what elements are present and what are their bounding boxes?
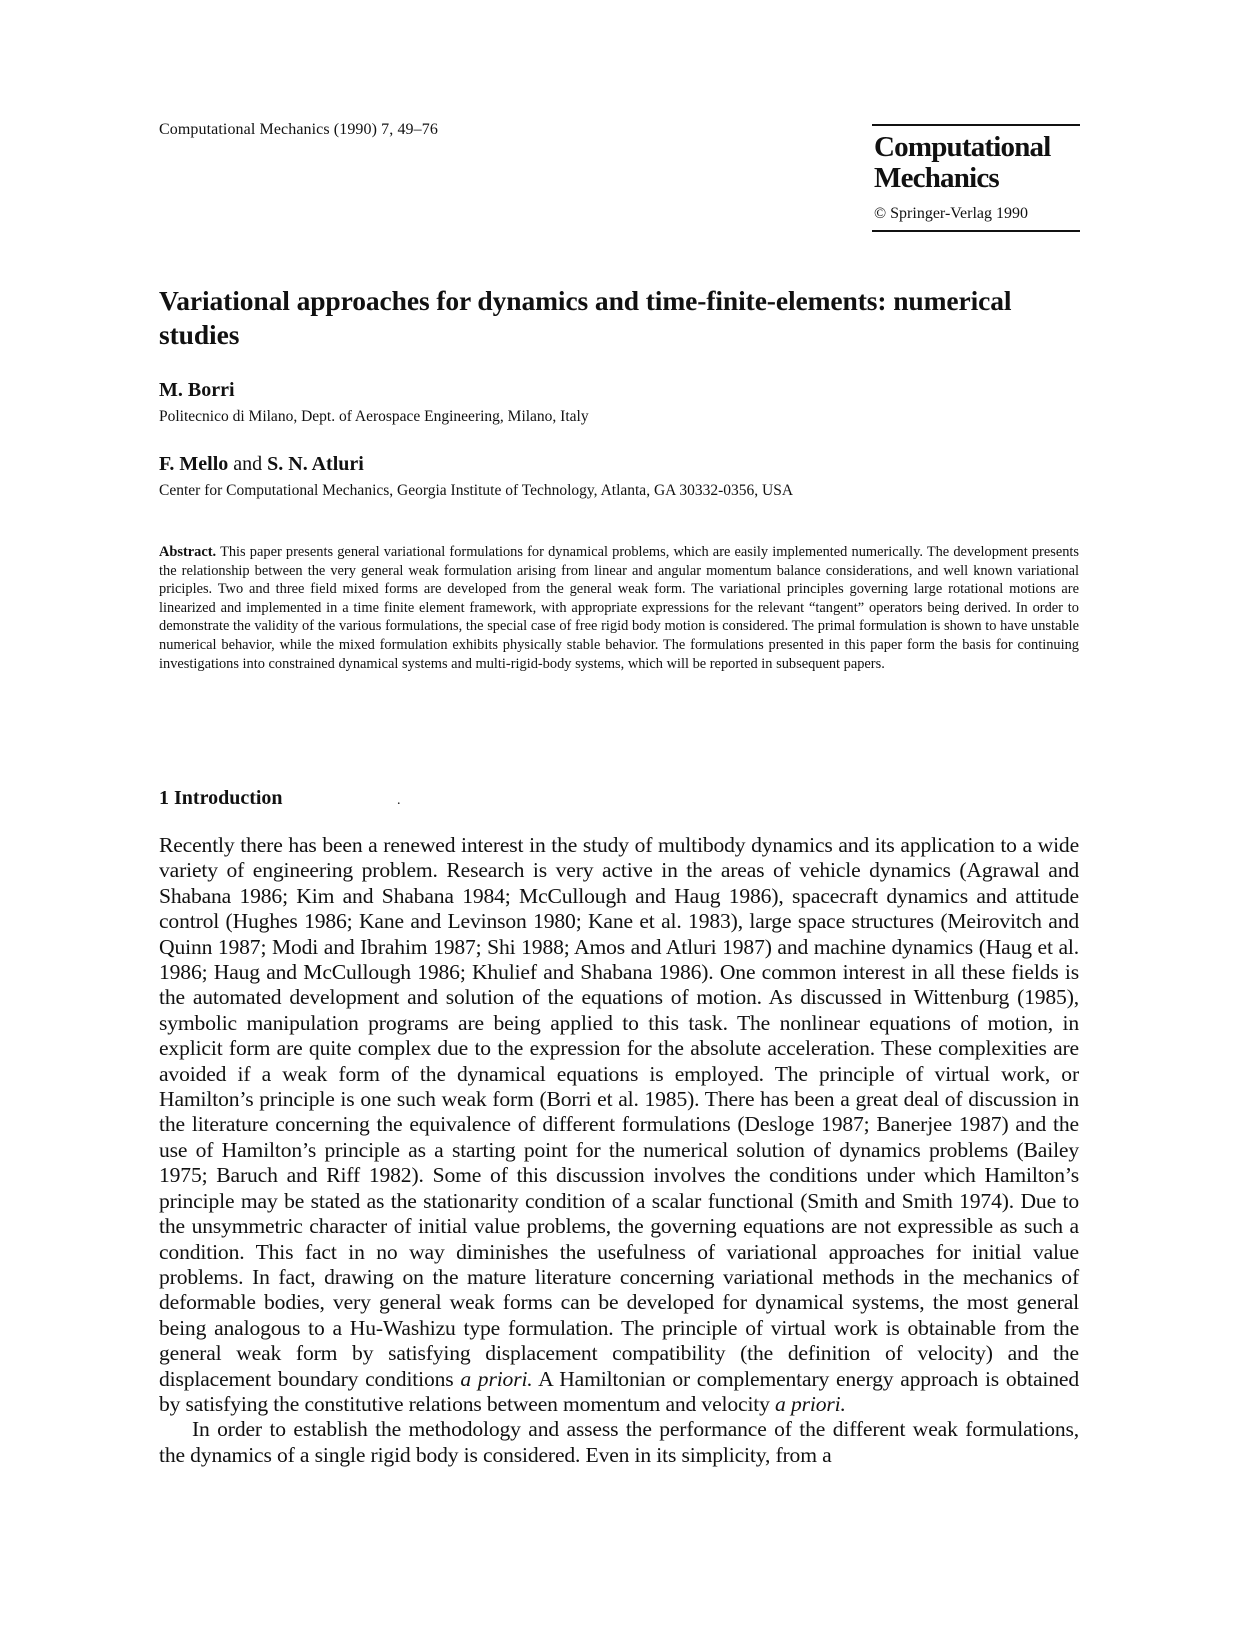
paragraph-1-text-a: Recently there has been a renewed interest in the study of multibody dynamics and its application to a wide variety of engineering problem. Research is very active in the areas of vehicle dynamics (Agrawal and Shabana 1986; Kim and Shabana 1984; McCullough and Haug 1986), spacecraft dynamics and attitude control (Hughes 1986; Kane and Levinson 1980; Kane et al. 1983), large space structures (Meirovitch and Quinn 1987; Modi and Ibrahim 1987; Shi 1988; Amos and Atluri 1987) and machine dynamics (Haug et al. 1986; Haug and McCullough 1986; Khulief and Shabana 1986). One common interest in all these fields is the automated development and solution of the equations of motion. As discussed in Wittenburg (1985), symbolic manipulation programs are being applied to this task. The nonlinear equations of motion, in explicit form are quite complex due to the expression for the absolute acceleration. These complexities are avoided if a weak form of the dynamical equations is employed. The principle of virtual work, or Hamilton’s principle is one such weak form (Borri et al. 1985). There has been a great deal of discussion in the literature concerning the equivalence of different formulations (Desloge 1987; Banerjee 1987) and the use of Hamilton’s principle as a starting point for the numerical solution of dynamics problems (Bailey 1975; Baruch and Riff 1982). Some of this discussion involves the conditions under which Hamilton’s principle may be stated as the stationarity condition of a scalar functional (Smith and Smith 1974). Due to the unsymmetric character of initial value problems, the governing equations are not expressible as such a condition. This fact in no way diminishes the usefulness of variational approaches for initial value problems. In fact, drawing on the mature literature concerning variational methods in the mechanics of deformable bodies, very general weak forms can be developed for dynamical systems, the most general being analogous to a Hu-Washizu type formulation. The principle of virtual work is obtainable from the general weak form by satisfying displacement compatibility (the definition of velocity) and the displacement boundary conditions: [159, 833, 1079, 1391]
copyright-notice: © Springer-Verlag 1990: [874, 205, 1029, 222]
section-heading-introduction: 1 Introduction: [159, 787, 283, 809]
introduction-body: [159, 833, 1079, 1468]
introduction-paragraph-2: In order to establish the methodology and assess the performance of the different weak formulations, the dynamics of a single rigid body is considered. Even in its simplicity, from a: [159, 1417, 1079, 1467]
abstract-label: Abstract.: [159, 544, 217, 560]
author-1-name: [159, 379, 235, 402]
author-1-name-text: M. Borri: [159, 379, 235, 401]
journal-name-line1: Computational: [874, 131, 1051, 163]
author-2-affiliation: Center for Computational Mechanics, Georgia Institute of Technology, Atlanta, GA 30332-0356, USA: [159, 482, 794, 499]
paragraph-1-italic-a: a priori.: [460, 1366, 533, 1391]
abstract-text: This paper presents general variational formulations for dynamical problems, which are easily implemented numerically. The development presents the relationship between the very general weak formulation arising from linear and angular momentum balance considerations, and well known variational priciples. Two and three field mixed forms are developed from the general weak form. The variational principles governing large rotational motions are linearized and implemented in a time finite element framework, with appropriate expressions for the relevant “tangent” operators being derived. In order to demonstrate the validity of the various formulations, the special case of free rigid body motion is considered. The primal formulation is shown to have unstable numerical behavior, while the mixed formulation exhibits physically stable behavior. The formulations presented in this paper form the basis for continuing investigations into constrained dynamical systems and multi-rigid-body systems, which will be reported in subsequent papers.: [159, 544, 1080, 672]
author-conjunction: and: [228, 453, 268, 475]
journal-name: [874, 132, 1051, 194]
stray-mark: .: [397, 793, 401, 808]
author-2b-name: S. N. Atluri: [267, 453, 364, 475]
paper-title: Variational approaches for dynamics and time-finite-elements: numerical studies: [159, 285, 1012, 350]
paragraph-1-text-b: A Hamiltonian or complementary energy approach is obtained by satisfying the constitutive relations between momentum and velocity: [159, 1366, 1079, 1416]
journal-name-line2: Mechanics: [874, 162, 999, 194]
journal-masthead: [872, 124, 1080, 232]
author-2a-name: F. Mello: [159, 453, 229, 475]
author-1-affiliation: Politecnico di Milano, Dept. of Aerospace Engineering, Milano, Italy: [159, 408, 589, 425]
abstract: [159, 543, 1079, 673]
journal-citation: Computational Mechanics (1990) 7, 49–76: [159, 121, 438, 138]
introduction-paragraph-1: [159, 833, 1079, 1417]
author-2-names: [159, 453, 364, 476]
paragraph-1-italic-b: a priori.: [775, 1391, 846, 1416]
